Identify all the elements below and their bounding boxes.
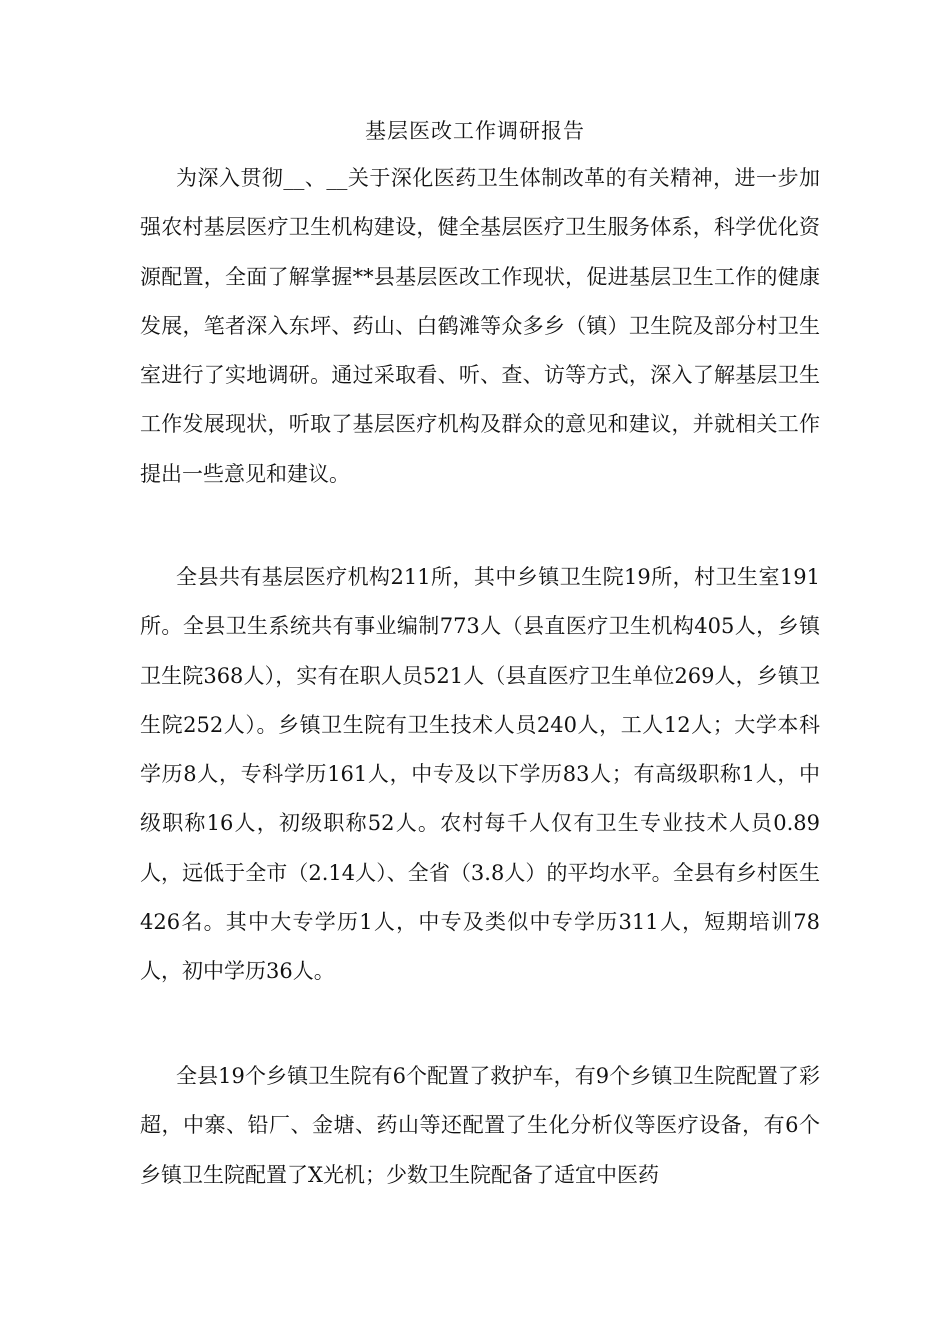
document-title: 基层医改工作调研报告 — [365, 119, 585, 143]
paragraph-equipment: 全县19个乡镇卫生院有6个配置了救护车，有9个乡镇卫生院配置了彩超，中寨、铅厂、金塘、药山等还配置了生化分析仪等医疗设备，有6个乡镇卫生院配置了X光机；少数卫生院配备了适宜中医药 — [140, 1064, 820, 1187]
paragraph-staffing-statistics: 全县共有基层医疗机构211所，其中乡镇卫生院19所，村卫生室191所。全县卫生系统共有事业编制773人（县直医疗卫生机构405人，乡镇卫生院368人），实有在职人员521人（县直医疗卫生单位269人，乡镇卫生院252人）。乡镇卫生院有卫生技术人员240人，工人12人；大学本科学历8人，专科学历161人，中专及以下学历83人；有高级职称1人，中级职称16人，初级职称52人。农村每千人仅有卫生专业技术人员0.89人，远低于全市（2.14人）、全省（3.8人）的平均水平。全县有乡村医生426名。其中大专学历1人，中专及类似中专学历311人，短期培训78人，初中学历36人。 — [140, 565, 820, 984]
paragraph-introduction: 为深入贯彻__、__关于深化医药卫生体制改革的有关精神，进一步加强农村基层医疗卫生机构建设，健全基层医疗卫生服务体系，科学优化资源配置，全面了解掌握**县基层医改工作现状，促进基层卫生工作的健康发展，笔者深入东坪、药山、白鹤滩等众多乡（镇）卫生院及部分村卫生室进行了实地调研。通过采取看、听、查、访等方式，深入了解基层卫生工作发展现状，听取了基层医疗机构及群众的意见和建议，并就相关工作提出一些意见和建议。 — [140, 166, 820, 486]
